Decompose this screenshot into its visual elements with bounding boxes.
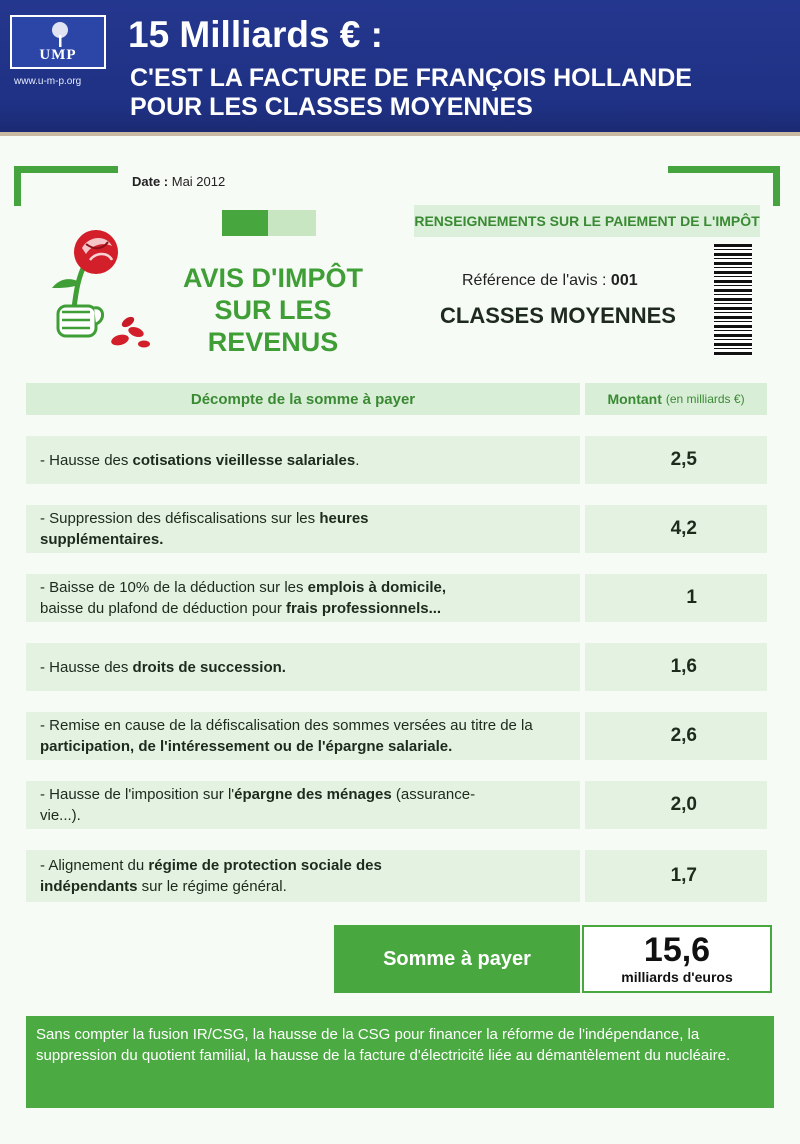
row-amount: 2,0 <box>585 781 767 829</box>
row-description <box>40 715 570 757</box>
page-subtitle <box>130 64 692 122</box>
table-row <box>26 505 580 553</box>
row-text: - Remise en cause de la défiscalisation des sommes versées au titre de la <box>40 717 533 734</box>
table-row <box>26 781 580 829</box>
row-text: - Hausse des <box>40 658 133 676</box>
row-amount: 1 <box>585 574 767 622</box>
column-header-amount <box>585 383 767 415</box>
footer-note: Sans compter la fusion IR/CSG, la hausse de la CSG pour financer la réforme de l'indépendance, la suppression du quotient familial, la hausse de la facture d'électricité liée au démantèlement du nucléaire. <box>26 1016 774 1108</box>
row-description <box>40 855 480 897</box>
reference-label: Référence de l'avis : <box>462 272 607 289</box>
table-row <box>26 643 580 691</box>
frame-corner <box>773 166 780 206</box>
avis-title <box>146 262 400 358</box>
decor-bar <box>222 210 268 236</box>
row-amount: 2,5 <box>585 436 767 484</box>
row-text: baisse du plafond de déduction pour <box>40 600 287 617</box>
amount-header-unit: (en milliards €) <box>665 392 745 406</box>
row-text: - Baisse de 10% de la déduction sur les <box>40 579 308 596</box>
frame-corner <box>14 166 118 173</box>
row-description <box>40 577 446 619</box>
row-bold-text: cotisations vieillesse salariales <box>132 451 356 469</box>
row-bold-text: heures supplémentaires. <box>40 510 369 548</box>
table-row <box>26 712 580 760</box>
row-description <box>40 657 286 678</box>
row-text: - Hausse de l'imposition sur l' <box>40 786 235 803</box>
row-description <box>40 450 359 471</box>
date-line <box>132 174 225 189</box>
subtitle-line-2: POUR LES CLASSES MOYENNES <box>130 93 533 121</box>
table-row <box>26 436 580 484</box>
row-bold-text: régime de protection sociale des indépendants <box>40 857 382 895</box>
row-bold-text: emplois à domicile, <box>307 579 447 596</box>
row-amount: 1,7 <box>585 850 767 902</box>
row-text: . <box>355 451 360 469</box>
logo-url: www.u-m-p.org <box>14 76 82 87</box>
frame-corner <box>668 166 780 173</box>
row-text: - Hausse des <box>40 451 133 469</box>
row-description <box>40 508 420 550</box>
barcode-icon <box>714 244 752 356</box>
row-text: - Suppression des défiscalisations sur les <box>40 510 320 527</box>
row-bold-text: droits de succession. <box>132 658 286 676</box>
table-row <box>26 850 580 902</box>
row-text: sur le régime général. <box>137 878 287 895</box>
subtitle-line-1: C'EST LA FACTURE DE FRANÇOIS HOLLANDE <box>130 64 692 92</box>
row-text: (assurance-vie...). <box>40 786 476 824</box>
info-banner: RENSEIGNEMENTS SUR LE PAIEMENT DE L'IMPÔT <box>414 205 760 237</box>
header-banner <box>0 0 800 132</box>
ump-logo <box>10 15 106 69</box>
rose-in-fist-icon <box>28 222 150 352</box>
row-description <box>40 784 480 826</box>
total-label: Somme à payer <box>334 925 580 993</box>
row-bold-text: épargne des ménages <box>234 786 392 803</box>
page-title: 15 Milliards € : <box>128 14 383 55</box>
table-row <box>26 574 580 622</box>
row-amount: 2,6 <box>585 712 767 760</box>
reference-value: 001 <box>610 272 638 289</box>
date-value: Mai 2012 <box>171 174 226 189</box>
column-header-description: Décompte de la somme à payer <box>26 383 580 415</box>
logo-text: UMP <box>39 47 77 63</box>
amount-header-label: Montant <box>607 391 662 407</box>
decor-bar <box>268 210 316 236</box>
recipient-classes: CLASSES MOYENNES <box>440 303 676 328</box>
row-amount: 4,2 <box>585 505 767 553</box>
total-value: 15,6 <box>643 931 711 969</box>
total-amount-box <box>582 925 772 993</box>
row-text: - Alignement du <box>40 857 149 874</box>
date-label: Date : <box>132 174 169 189</box>
total-unit: milliards d'euros <box>621 969 733 985</box>
frame-corner <box>14 166 21 206</box>
row-bold-text: frais professionnels... <box>286 600 442 617</box>
reference-line <box>462 272 638 290</box>
avis-title-line-2: SUR LES REVENUS <box>207 295 339 357</box>
row-amount: 1,6 <box>585 643 767 691</box>
row-bold-text: participation, de l'intéressement ou de l'épargne salariale. <box>40 738 453 755</box>
tree-icon <box>48 21 72 49</box>
avis-title-line-1: AVIS D'IMPÔT <box>183 263 363 293</box>
